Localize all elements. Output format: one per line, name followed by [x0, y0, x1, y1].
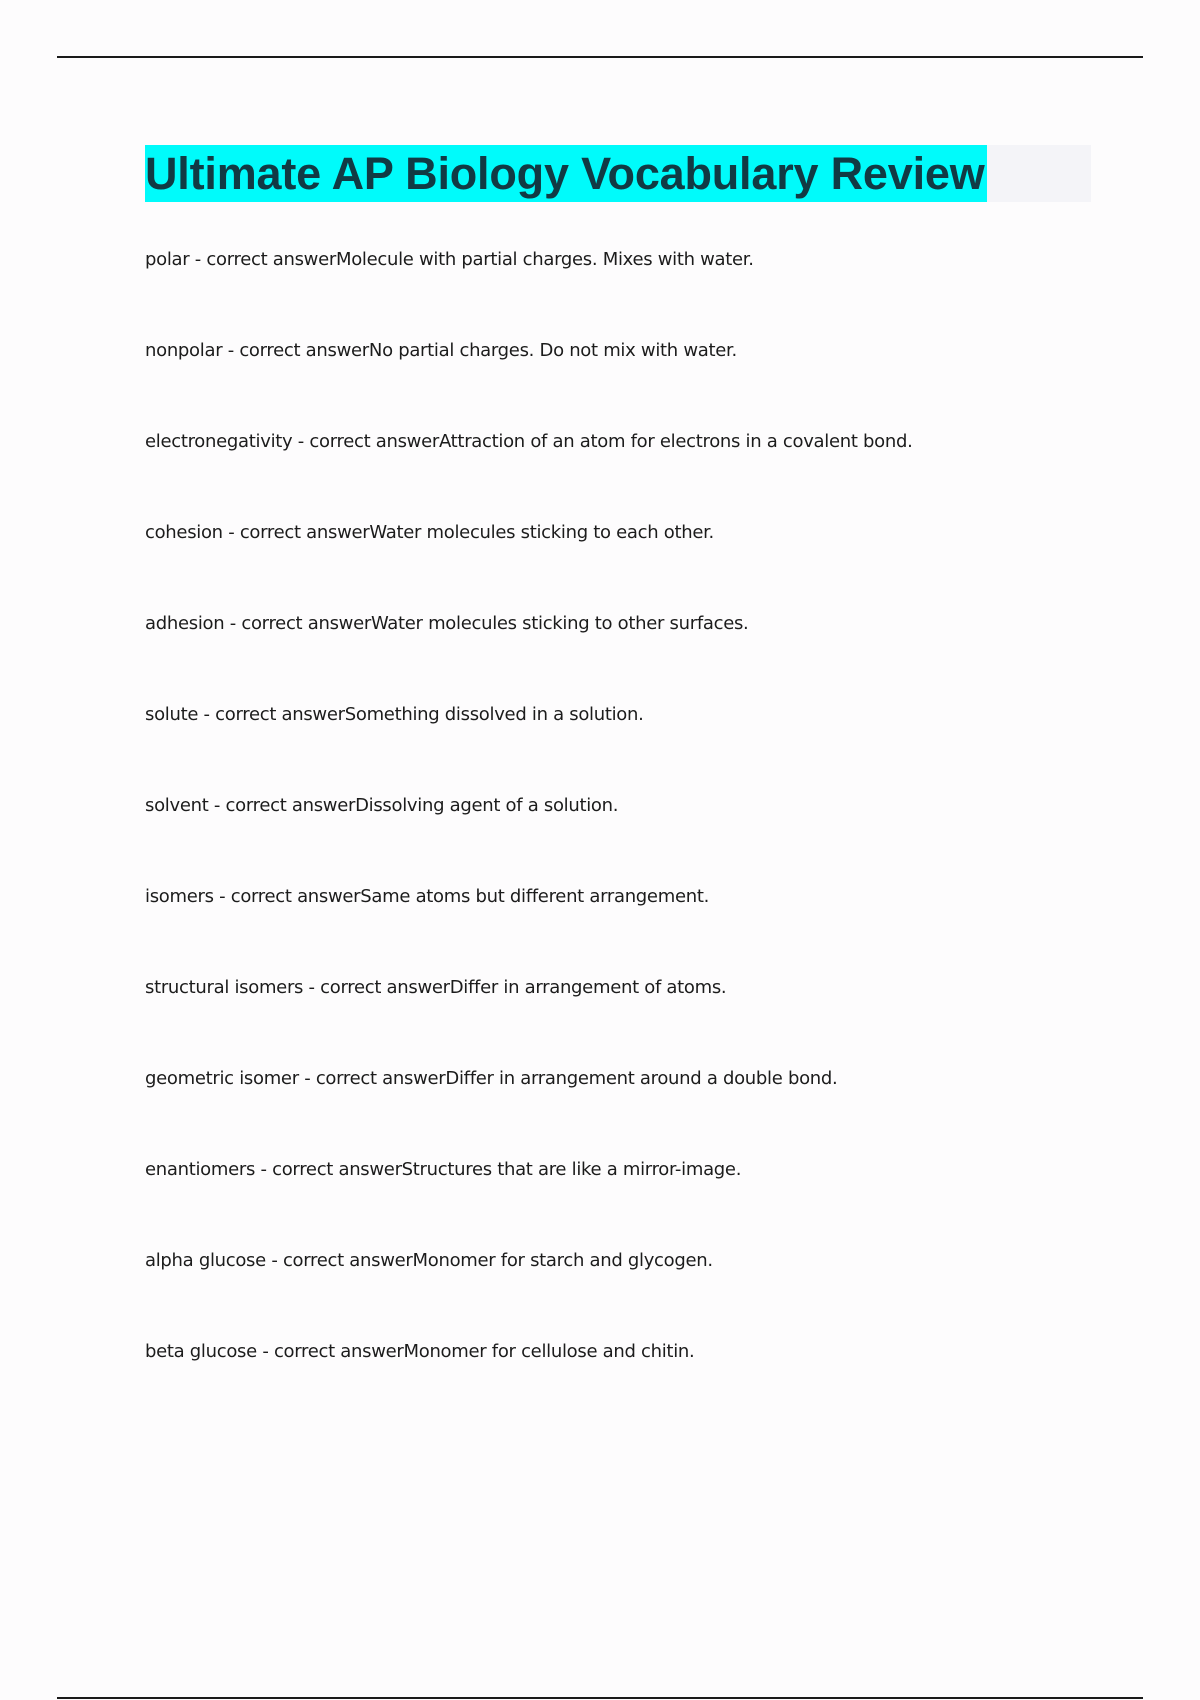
- footer-rule: [57, 1697, 1143, 1699]
- vocab-entry: electronegativity - correct answerAttraction of an atom for electrons in a covalent bond.: [145, 431, 913, 452]
- vocab-entry: enantiomers - correct answerStructures that are like a mirror-image.: [145, 1159, 742, 1180]
- page-title: Ultimate AP Biology Vocabulary Review: [145, 145, 987, 202]
- vocab-entry: isomers - correct answerSame atoms but different arrangement.: [145, 886, 710, 907]
- vocab-entry: beta glucose - correct answerMonomer for cellulose and chitin.: [145, 1341, 695, 1362]
- vocab-entry: polar - correct answerMolecule with partial charges. Mixes with water.: [145, 249, 754, 270]
- vocab-entry: solvent - correct answerDissolving agent of a solution.: [145, 795, 619, 816]
- vocab-entry: adhesion - correct answerWater molecules sticking to other surfaces.: [145, 613, 749, 634]
- vocab-entry: solute - correct answerSomething dissolved in a solution.: [145, 704, 644, 725]
- vocabulary-list: [145, 246, 1145, 1429]
- vocab-entry: nonpolar - correct answerNo partial charges. Do not mix with water.: [145, 340, 737, 361]
- vocab-entry: alpha glucose - correct answerMonomer for starch and glycogen.: [145, 1250, 713, 1271]
- title-block: [145, 145, 1091, 202]
- vocab-entry: cohesion - correct answerWater molecules sticking to each other.: [145, 522, 714, 543]
- header-rule: [57, 56, 1143, 58]
- vocab-entry: structural isomers - correct answerDiffer in arrangement of atoms.: [145, 977, 727, 998]
- vocab-entry: geometric isomer - correct answerDiffer in arrangement around a double bond.: [145, 1068, 838, 1089]
